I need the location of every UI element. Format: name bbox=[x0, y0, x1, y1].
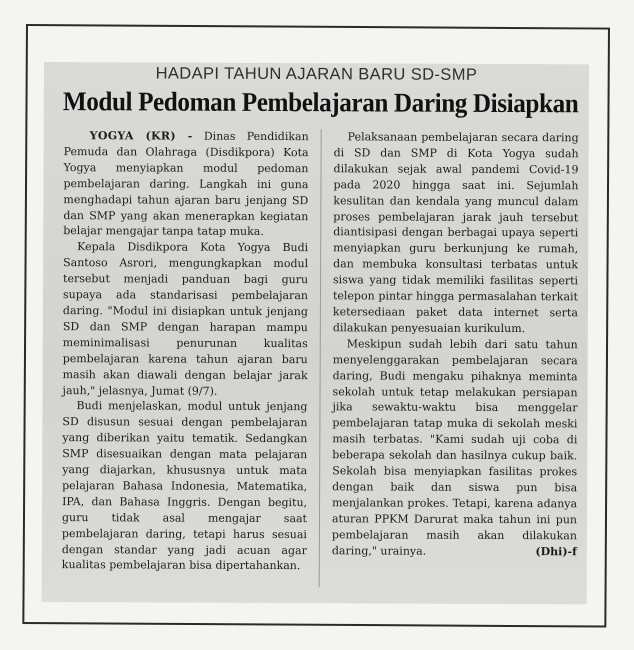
article-column-right bbox=[332, 129, 579, 560]
article-kicker: HADAPI TAHUN AJARAN BARU SD-SMP bbox=[155, 64, 478, 84]
article-paragraph: Kepala Disdikpora Kota Yogya Budi Santoso Asrori, mengungkapkan modul tersebut menjadi panduan bagi guru supaya ada standarisasi pembelajaran daring. "Modul ini disiapkan untuk jenjang SD dan SMP dengan harapan mampu meminimalisasi penurunan kualitas pembelajaran karena tahun ajaran baru masih akan diawali dengan belajar jarak jauh," jelasnya, Jumat (9/7). bbox=[62, 240, 309, 398]
column-divider bbox=[319, 129, 322, 587]
newspaper-clipping bbox=[42, 62, 589, 604]
article-paragraph: Budi menjelaskan, modul untuk jenjang SD disusun sesuai dengan pembelajaran yang diberikan yaitu tematik. Sedangkan SMP disesuaikan dengan mata pelajaran yang diajarkan, khususnya untuk mata pelajaran Bahasa Indonesia, Matematika, IPA, dan Bahasa Inggris. Dengan begitu, guru tidak asal mengajar saat pembelajaran daring, tetapi harus sesuai dengan standar yang jadi acuan agar kualitas pembelajaran bisa dipertahankan. bbox=[61, 399, 308, 573]
article-column-left bbox=[62, 128, 309, 574]
paragraph-text: Dinas Pendidikan Pemuda dan Olahraga (Disdikpora) Kota Yogya menyiapkan modul pedoman pembelajaran daring. Langkah ini guna menghadapi tahun ajaran baru jenjang SD dan SMP yang akan menerapkan kegiatan belajar mengajar tanpa tatap muka. bbox=[63, 129, 309, 239]
article-paragraph bbox=[332, 336, 578, 560]
paragraph-text: Meskipun sudah lebih dari satu tahun menyelenggarakan pembelajaran secara daring, Budi mengaku pihaknya meminta sekolah untuk tetap melakukan persiapan jika sewaktu-waktu bisa menggelar pembelajaran tatap muka di sekolah meski masih terbatas. "Kami sudah uji coba di beberapa sekolah dan hasilnya cukup baik. Sekolah bisa menyiapkan fasilitas prokes dengan baik dan siswa pun bisa menjalankan prokes. Tetapi, karena adanya aturan PPKM Darurat maka tahun ini pun pembelajaran masih akan dilakukan daring," urainya. bbox=[331, 337, 578, 558]
article-headline: Modul Pedoman Pembelajaran Daring Disiapkan bbox=[62, 86, 579, 119]
article-dateline: YOGYA (KR) - bbox=[89, 129, 193, 143]
article-paragraph: Pelaksanaan pembelajaran secara daring di SD dan SMP di Kota Yogya sudah dilakukan sejak awal pandemi Covid-19 pada 2020 hingga saat ini. Sejumlah kesulitan dan kendala yang muncul dalam proses pembelajaran jarak jauh tersebut diantisipasi dengan berbagai upaya seperti menyiapkan guru berkunjung ke rumah, dan membuka konsultasi terbatas untuk siswa yang tidak memiliki fasilitas seperti telepon pintar hingga permasalahan terkait ketersediaan paket data internet serta dilakukan penyesuaian kurikulum. bbox=[332, 130, 579, 335]
article-signoff: (Dhi)-f bbox=[535, 544, 577, 558]
article-paragraph bbox=[63, 128, 308, 240]
